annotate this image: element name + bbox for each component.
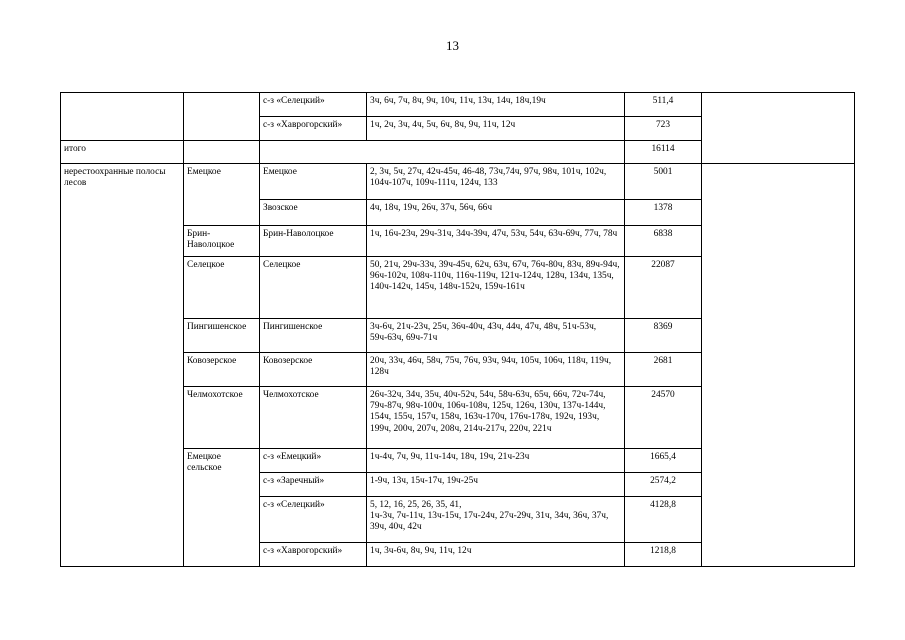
area-cell: 8369 xyxy=(625,319,702,353)
district-cell: Брин-Наволоцкое xyxy=(260,226,367,257)
forestry-cell: Челмохотское xyxy=(184,387,260,449)
compartments-cell xyxy=(367,497,625,543)
area-cell: 22087 xyxy=(625,257,702,319)
area-cell: 6838 xyxy=(625,226,702,257)
district-cell: с-з «Селецкий» xyxy=(260,497,367,543)
compartments-cell: 1ч, 3ч-6ч, 8ч, 9ч, 11ч, 12ч xyxy=(367,543,625,567)
compartments-cell: 4ч, 18ч, 19ч, 26ч, 37ч, 56ч, 66ч xyxy=(367,200,625,226)
forestry-cell: Емецкое xyxy=(184,164,260,226)
compartments-cell: 3ч, 6ч, 7ч, 8ч, 9ч, 10ч, 11ч, 13ч, 14ч, 18ч,19ч xyxy=(367,93,625,117)
notes-cell xyxy=(702,164,855,567)
compartments-cell: 50, 21ч, 29ч-33ч, 39ч-45ч, 62ч, 63ч, 67ч, 76ч-80ч, 83ч, 89ч-94ч, 96ч-102ч, 108ч-110ч, 116ч-119ч, 121ч-124ч, 128ч, 134ч, 135ч, 140ч-142ч, 145ч, 148ч-152ч, 159ч-161ч xyxy=(367,257,625,319)
area-cell: 723 xyxy=(625,117,702,141)
compartments-cell: 20ч, 33ч, 46ч, 58ч, 75ч, 76ч, 93ч, 94ч, 105ч, 106ч, 118ч, 119ч, 128ч xyxy=(367,353,625,387)
compartments-cell: 1ч, 16ч-23ч, 29ч-31ч, 34ч-39ч, 47ч, 53ч, 54ч, 63ч-69ч, 77ч, 78ч xyxy=(367,226,625,257)
district-cell: с-з «Селецкий» xyxy=(260,93,367,117)
district-cell: с-з «Емецкий» xyxy=(260,449,367,473)
district-cell: с-з «Хаврогорский» xyxy=(260,543,367,567)
category-cell xyxy=(61,93,184,141)
forestry-cell: Емецкое сельское xyxy=(184,449,260,567)
notes-cell xyxy=(702,93,855,164)
compartments-line: 1ч-3ч, 7ч-11ч, 13ч-15ч, 17ч-24ч, 27ч-29ч, 31ч, 34ч, 36ч, 37ч, 39ч, 40ч, 42ч xyxy=(370,511,609,533)
area-cell: 1665,4 xyxy=(625,449,702,473)
category-cell: нерестоохранные полосы лесов xyxy=(61,164,184,567)
forestry-cell: Селецкое xyxy=(184,257,260,319)
page-number: 13 xyxy=(446,38,459,53)
compartments-cell: 1-9ч, 13ч, 15ч-17ч, 19ч-25ч xyxy=(367,473,625,497)
forestry-cell: Ковозерское xyxy=(184,353,260,387)
table-row xyxy=(61,164,855,200)
district-cell: Звозское xyxy=(260,200,367,226)
area-cell: 2681 xyxy=(625,353,702,387)
area-cell: 1218,8 xyxy=(625,543,702,567)
forestry-cell xyxy=(184,141,260,164)
compartments-cell: 1ч, 2ч, 3ч, 4ч, 5ч, 6ч, 8ч, 9ч, 11ч, 12ч xyxy=(367,117,625,141)
area-cell: 2574,2 xyxy=(625,473,702,497)
forest-table xyxy=(60,92,855,567)
district-cell: Селецкое xyxy=(260,257,367,319)
district-cell: Пингишенское xyxy=(260,319,367,353)
forestry-cell: Пингишенское xyxy=(184,319,260,353)
compartments-cell: 3ч-6ч, 21ч-23ч, 25ч, 36ч-40ч, 43ч, 44ч, 47ч, 48ч, 51ч-53ч, 59ч-63ч, 69ч-71ч xyxy=(367,319,625,353)
district-cell: Емецкое xyxy=(260,164,367,200)
forestry-cell xyxy=(184,93,260,141)
empty-cell xyxy=(260,141,625,164)
forestry-cell xyxy=(184,226,260,257)
area-cell: 511,4 xyxy=(625,93,702,117)
total-area: 16114 xyxy=(625,141,702,164)
area-cell: 1378 xyxy=(625,200,702,226)
district-cell: с-з «Заречный» xyxy=(260,473,367,497)
compartments-cell: 26ч-32ч, 34ч, 35ч, 40ч-52ч, 54ч, 58ч-63ч, 65ч, 66ч, 72ч-74ч, 79ч-87ч, 98ч-100ч, 106ч-108ч, 125ч, 126ч, 130ч, 137ч-144ч, 154ч, 155ч, 157ч, 158ч, 163ч-170ч, 176ч-178ч, 192ч, 193ч, 199ч, 200ч, 207ч, 208ч, 214ч-217ч, 220ч, 221ч xyxy=(367,387,625,449)
table-row xyxy=(61,93,855,117)
compartments-line: 5, 12, 16, 25, 26, 35, 41, xyxy=(370,500,462,510)
compartments-cell: 1ч-4ч, 7ч, 9ч, 11ч-14ч, 18ч, 19ч, 21ч-23ч xyxy=(367,449,625,473)
total-label: итого xyxy=(61,141,184,164)
area-cell: 24570 xyxy=(625,387,702,449)
forestry-label: Брин-Наволоцкое xyxy=(187,229,235,251)
area-cell: 4128,8 xyxy=(625,497,702,543)
district-cell: Челмохотское xyxy=(260,387,367,449)
area-cell: 5001 xyxy=(625,164,702,200)
district-cell: Ковозерское xyxy=(260,353,367,387)
district-cell: с-з «Хаврогорский» xyxy=(260,117,367,141)
compartments-cell: 2, 3ч, 5ч, 27ч, 42ч-45ч, 46-48, 73ч,74ч, 97ч, 98ч, 101ч, 102ч, 104ч-107ч, 109ч-111ч, 124ч, 133 xyxy=(367,164,625,200)
